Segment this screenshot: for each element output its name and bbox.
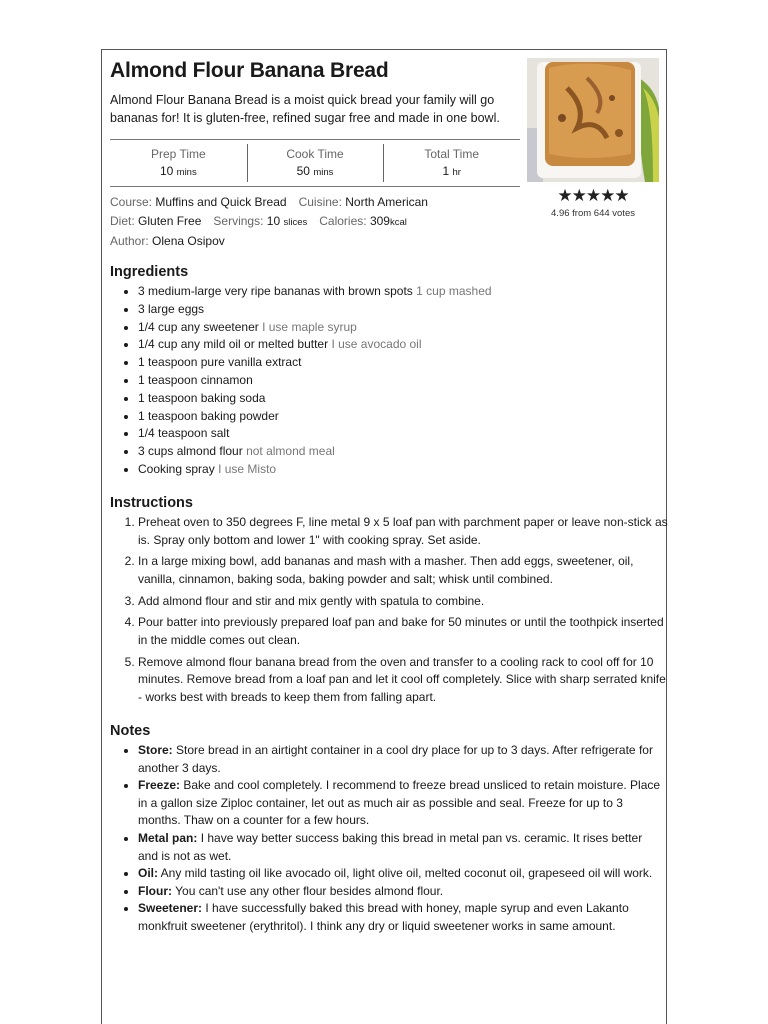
servings-value: 10 [266,213,281,228]
notes-heading: Notes [110,723,151,739]
ingredient-text: Cooking spray [138,461,215,476]
banana-bread-photo [527,58,659,182]
recipe-title: Almond Flour Banana Bread [110,59,389,82]
instructions-heading: Instructions [110,495,193,511]
total-time-label: Total Time [424,147,480,161]
ingredient-text: 1 teaspoon pure vanilla extract [138,355,302,370]
instruction-step: 3. Add almond flour and stir and mix gently with spatula to combine. [138,593,668,611]
calories-value: 309 [369,213,390,228]
ingredient-item [138,354,492,372]
ingredient-note: 1 cup mashed [416,284,492,298]
vote-count: 4.96 from 644 votes [551,208,635,219]
cook-time-value: 50 mins [296,164,334,178]
star-rating-icon[interactable]: ★★★★★ [557,186,629,205]
ingredient-note: I use Misto [218,461,277,476]
instruction-step: 2. In a large mixing bowl, add bananas and mash with a masher. Then add eggs, sweetener, oil, vanilla, cinnamon, baking soda, baking powder and salt; whisk until combined. [138,553,668,588]
instructions-list [110,514,668,710]
ingredient-item [138,283,492,301]
cuisine-value: North American [345,195,428,209]
note-label: Metal pan: [138,830,198,845]
diet-value: Gluten Free [138,213,202,228]
prep-time-value: 10 mins [159,164,197,178]
rating[interactable] [527,187,659,219]
note-label: Flour: [138,883,172,898]
note-item [138,742,663,777]
author-value[interactable]: Olena Osipov [152,234,225,248]
ingredient-item [138,301,492,319]
meta-row-2: Diet: Gluten Free Servings: 10 slices Calories: 309kcal [110,213,407,228]
prep-time [110,140,247,186]
ingredient-text: 1 teaspoon baking powder [138,408,279,423]
ingredient-item [138,372,492,390]
prep-time-label: Prep Time [150,147,206,161]
cook-time-label: Cook Time [286,147,344,161]
ingredient-text: 1 teaspoon cinnamon [138,372,253,387]
ingredient-note: I use maple syrup [262,319,357,334]
ingredient-item [138,336,492,354]
ingredient-item [138,319,492,337]
ingredient-text: 3 medium-large very ripe bananas with brown spots [138,284,413,298]
ingredient-note: I use avocado oil [331,337,422,352]
ingredient-item [138,390,492,408]
note-label: Oil: [138,866,158,881]
note-text: I have successfully baked this bread with honey, maple syrup and even Lakanto monkfruit sweetener (erythritol). I think any dry or liquid sweetener works in same amount. [138,901,629,933]
ingredient-text: 1/4 teaspoon salt [138,426,230,441]
course-value: Muffins and Quick Bread [155,195,287,209]
recipe-description: Almond Flour Banana Bread is a moist quick bread your family will go bananas for! It is gluten-free, refined sugar free and made in one bowl. [110,93,500,125]
ingredients-heading: Ingredients [110,264,189,280]
instruction-step: 4. Pour batter into previously prepared loaf pan and bake for 50 minutes or until the toothpick inserted in the middle comes out clean. [138,614,668,649]
meta-row-1: Course: Muffins and Quick Bread Cuisine: North American [110,195,428,209]
note-item [138,900,663,935]
ingredient-item [138,443,492,461]
ingredient-item [138,408,492,426]
note-text: Bake and cool completely. I recommend to freeze bread unsliced to retain moisture. Place in a gallon size Ziploc container, let out as much air as possible and seal. Freeze for up to 3 months. Thaw on a counter for a few hours. [138,778,661,828]
note-text: Any mild tasting oil like avocado oil, light olive oil, melted coconut oil, grapeseed oil will work. [160,866,653,881]
ingredient-text: 1/4 cup any sweetener [138,319,259,334]
total-time [383,140,520,186]
time-summary [110,139,520,187]
note-label: Freeze: [138,778,181,793]
ingredient-item [138,461,492,479]
meta-row-3: Author: Olena Osipov [110,234,225,248]
note-text: You can't use any other flour besides almond flour. [175,883,444,898]
total-time-value: 1 hr [442,164,461,178]
ingredient-item [138,425,492,443]
ingredient-text: 3 cups almond flour [138,444,243,459]
note-item [138,865,663,883]
ingredient-text: 3 large eggs [138,301,205,316]
note-item [138,777,663,830]
instruction-step: 1. Preheat oven to 350 degrees F, line metal 9 x 5 loaf pan with parchment paper or leave non-stick as is. Spray only bottom and lower 1" with cooking spray. Set aside. [138,514,668,549]
ingredient-text: 1/4 cup any mild oil or melted butter [138,337,329,352]
note-item [138,830,663,865]
cook-time [247,140,384,186]
note-label: Store: [138,743,173,757]
ingredient-note: not almond meal [246,444,335,459]
note-text: Store bread in an airtight container in a cool dry place for up to 3 days. After refrigerate for another 3 days. [138,743,653,775]
note-label: Sweetener: [138,901,203,916]
ingredients-list [110,283,492,479]
recipe-meta [110,193,428,251]
note-text: I have way better success baking this bread in metal pan vs. ceramic. It rises better and is not as wet. [138,830,643,863]
notes-list [110,742,663,936]
instruction-step: 5. Remove almond flour banana bread from the oven and transfer to a cooling rack to cool off for 10 minutes. Remove bread from a loaf pan and let it cool off completely. Slice with sharp serrated knife - works best with breads to keep them from falling apart. [138,654,668,707]
ingredient-text: 1 teaspoon baking soda [138,390,266,405]
note-item [138,883,663,901]
